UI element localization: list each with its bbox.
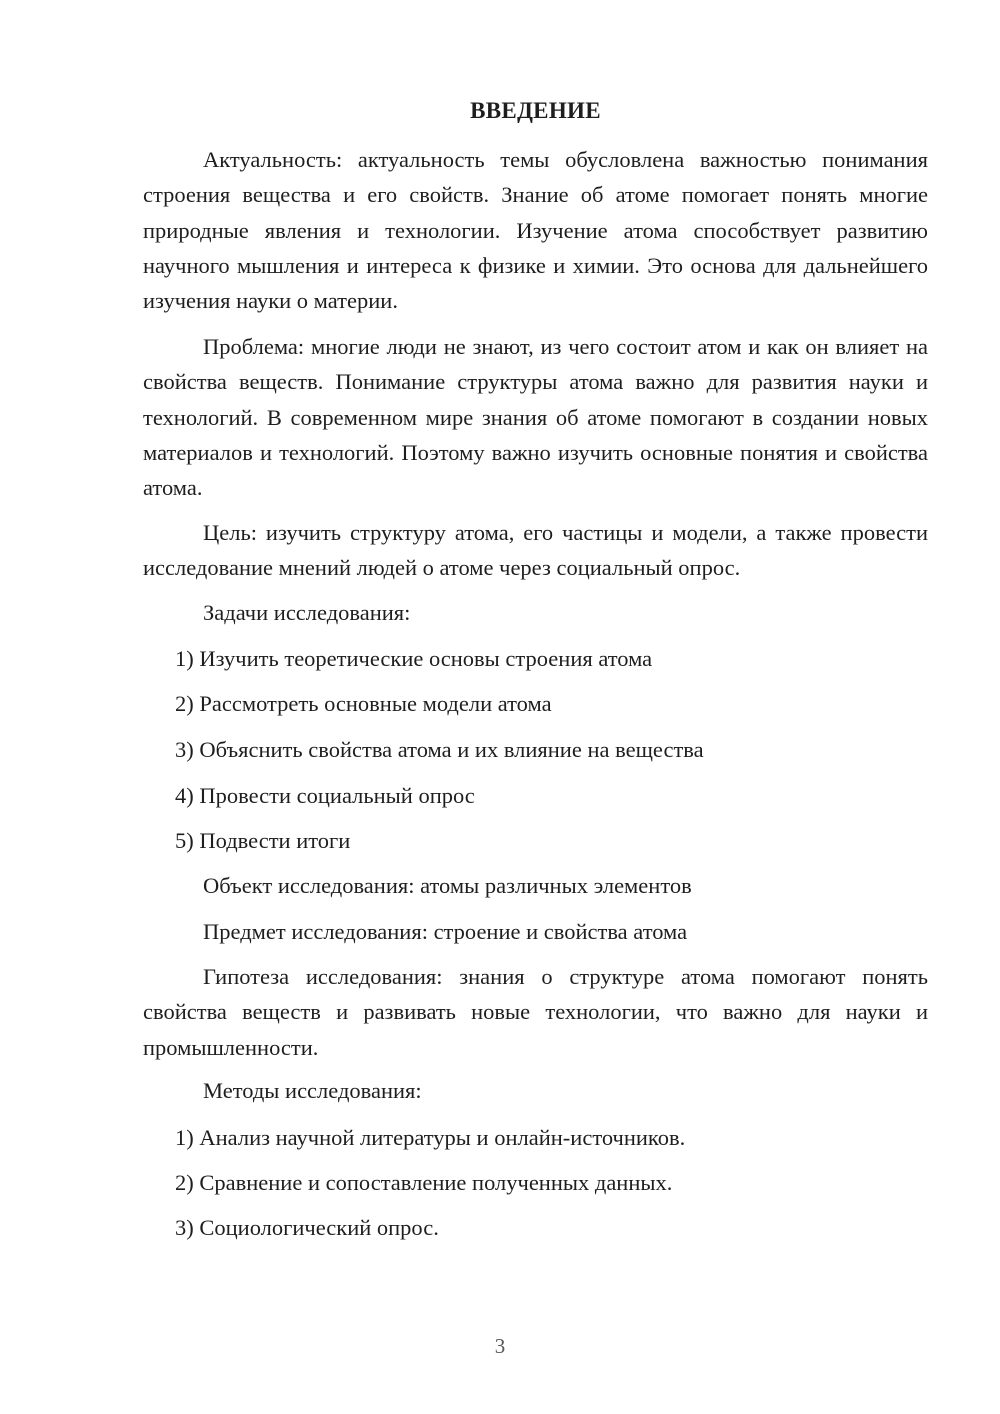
list-item: 5) Подвести итоги: [175, 828, 351, 853]
goal-paragraph: Цель: изучить структуру атома, его частицы и модели, а также провести исследование мнений людей о атоме через социальный опрос.: [143, 520, 928, 581]
list-item: 2) Рассмотреть основные модели атома: [175, 691, 552, 716]
list-item: 1) Анализ научной литературы и онлайн-источников.: [175, 1125, 686, 1150]
list-item: 3) Социологический опрос.: [175, 1215, 439, 1240]
hypothesis-paragraph: Гипотеза исследования: знания о структуре атома помогают понять свойства веществ и развивать новые технологии, что важно для науки и промышленности.: [143, 964, 928, 1060]
research-subject: Предмет исследования: строение и свойства атома: [203, 919, 688, 944]
list-item: 4) Провести социальный опрос: [175, 783, 475, 808]
problem-paragraph: Проблема: многие люди не знают, из чего состоит атом и как он влияет на свойства веществ. Понимание структуры атома важно для развития науки и технологий. В современном мире знания об атоме помогают в создании новых материалов и технологий. Поэтому важно изучить основные понятия и свойства атома.: [143, 334, 928, 501]
page-number: 3: [494, 1334, 506, 1358]
research-object: Объект исследования: атомы различных элементов: [203, 873, 692, 898]
section-heading: ВВЕДЕНИЕ: [470, 98, 601, 123]
list-item: 1) Изучить теоретические основы строения атома: [175, 646, 653, 671]
relevance-paragraph: Актуальность: актуальность темы обусловлена важностью понимания строения вещества и его свойств. Знание об атоме помогает понять многие природные явления и технологии. Изучение атома способствует развитию научного мышления и интереса к физике и химии. Это основа для дальнейшего изучения науки о материи.: [143, 147, 928, 314]
tasks-title: Задачи исследования:: [203, 600, 411, 625]
list-item: 3) Объяснить свойства атома и их влияние на вещества: [175, 737, 704, 762]
methods-title: Методы исследования:: [203, 1078, 422, 1103]
list-item: 2) Сравнение и сопоставление полученных данных.: [175, 1170, 673, 1195]
